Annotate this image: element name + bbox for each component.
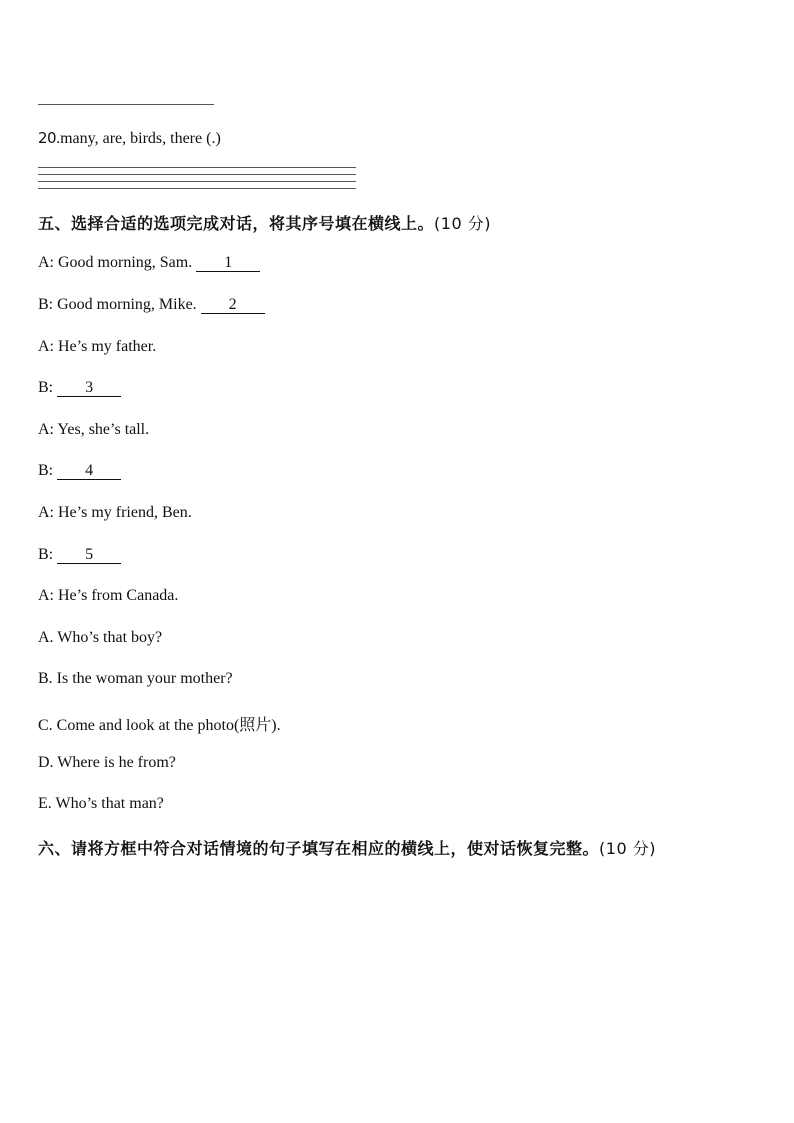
dialogue-line: A: He’s my father. — [38, 338, 157, 355]
dialogue-line: B: 5 — [38, 546, 121, 564]
answer-blank-2[interactable]: 2 — [201, 297, 265, 314]
answer-blank-4[interactable]: 4 — [57, 463, 121, 480]
dialogue-line: B: Good morning, Mike. 2 — [38, 296, 265, 314]
answer-line-4[interactable] — [38, 188, 356, 189]
dialogue-line: B: 4 — [38, 462, 121, 480]
dialogue-line: B: 3 — [38, 379, 121, 397]
dialogue-line: A: Yes, she’s tall. — [38, 421, 150, 438]
dialogue-line: A: He’s from Canada. — [38, 587, 179, 604]
answer-blank-1[interactable]: 1 — [196, 255, 260, 272]
section-5-score: (10 分) — [434, 214, 491, 233]
question-20 — [38, 129, 221, 148]
option-e: E. Who’s that man? — [38, 795, 164, 812]
answer-blank-3[interactable]: 3 — [57, 380, 121, 397]
dialogue-line: A: Good morning, Sam. 1 — [38, 254, 260, 272]
option-a: A. Who’s that boy? — [38, 629, 163, 646]
dialogue-line: A: He’s my friend, Ben. — [38, 504, 192, 521]
section-5-title: 五、选择合适的选项完成对话，将其序号填在横线上。(10 分) — [38, 214, 491, 233]
option-b: B. Is the woman your mother? — [38, 670, 233, 687]
question-number: 20 — [38, 129, 57, 147]
section-6-title: 六、请将方框中符合对话情境的句子填写在相应的横线上，使对话恢复完整。(10 分) — [38, 839, 656, 858]
question-prompt: .many, are, birds, there (.) — [56, 130, 221, 147]
answer-line-3[interactable] — [38, 181, 356, 182]
option-c: C. Come and look at the photo(照片). — [38, 717, 281, 734]
answer-line-1[interactable] — [38, 167, 356, 168]
answer-line-2[interactable] — [38, 174, 356, 175]
answer-line-previous[interactable] — [38, 104, 214, 105]
option-d: D. Where is he from? — [38, 754, 176, 771]
answer-blank-5[interactable]: 5 — [57, 547, 121, 564]
section-6-score: (10 分) — [599, 839, 656, 858]
